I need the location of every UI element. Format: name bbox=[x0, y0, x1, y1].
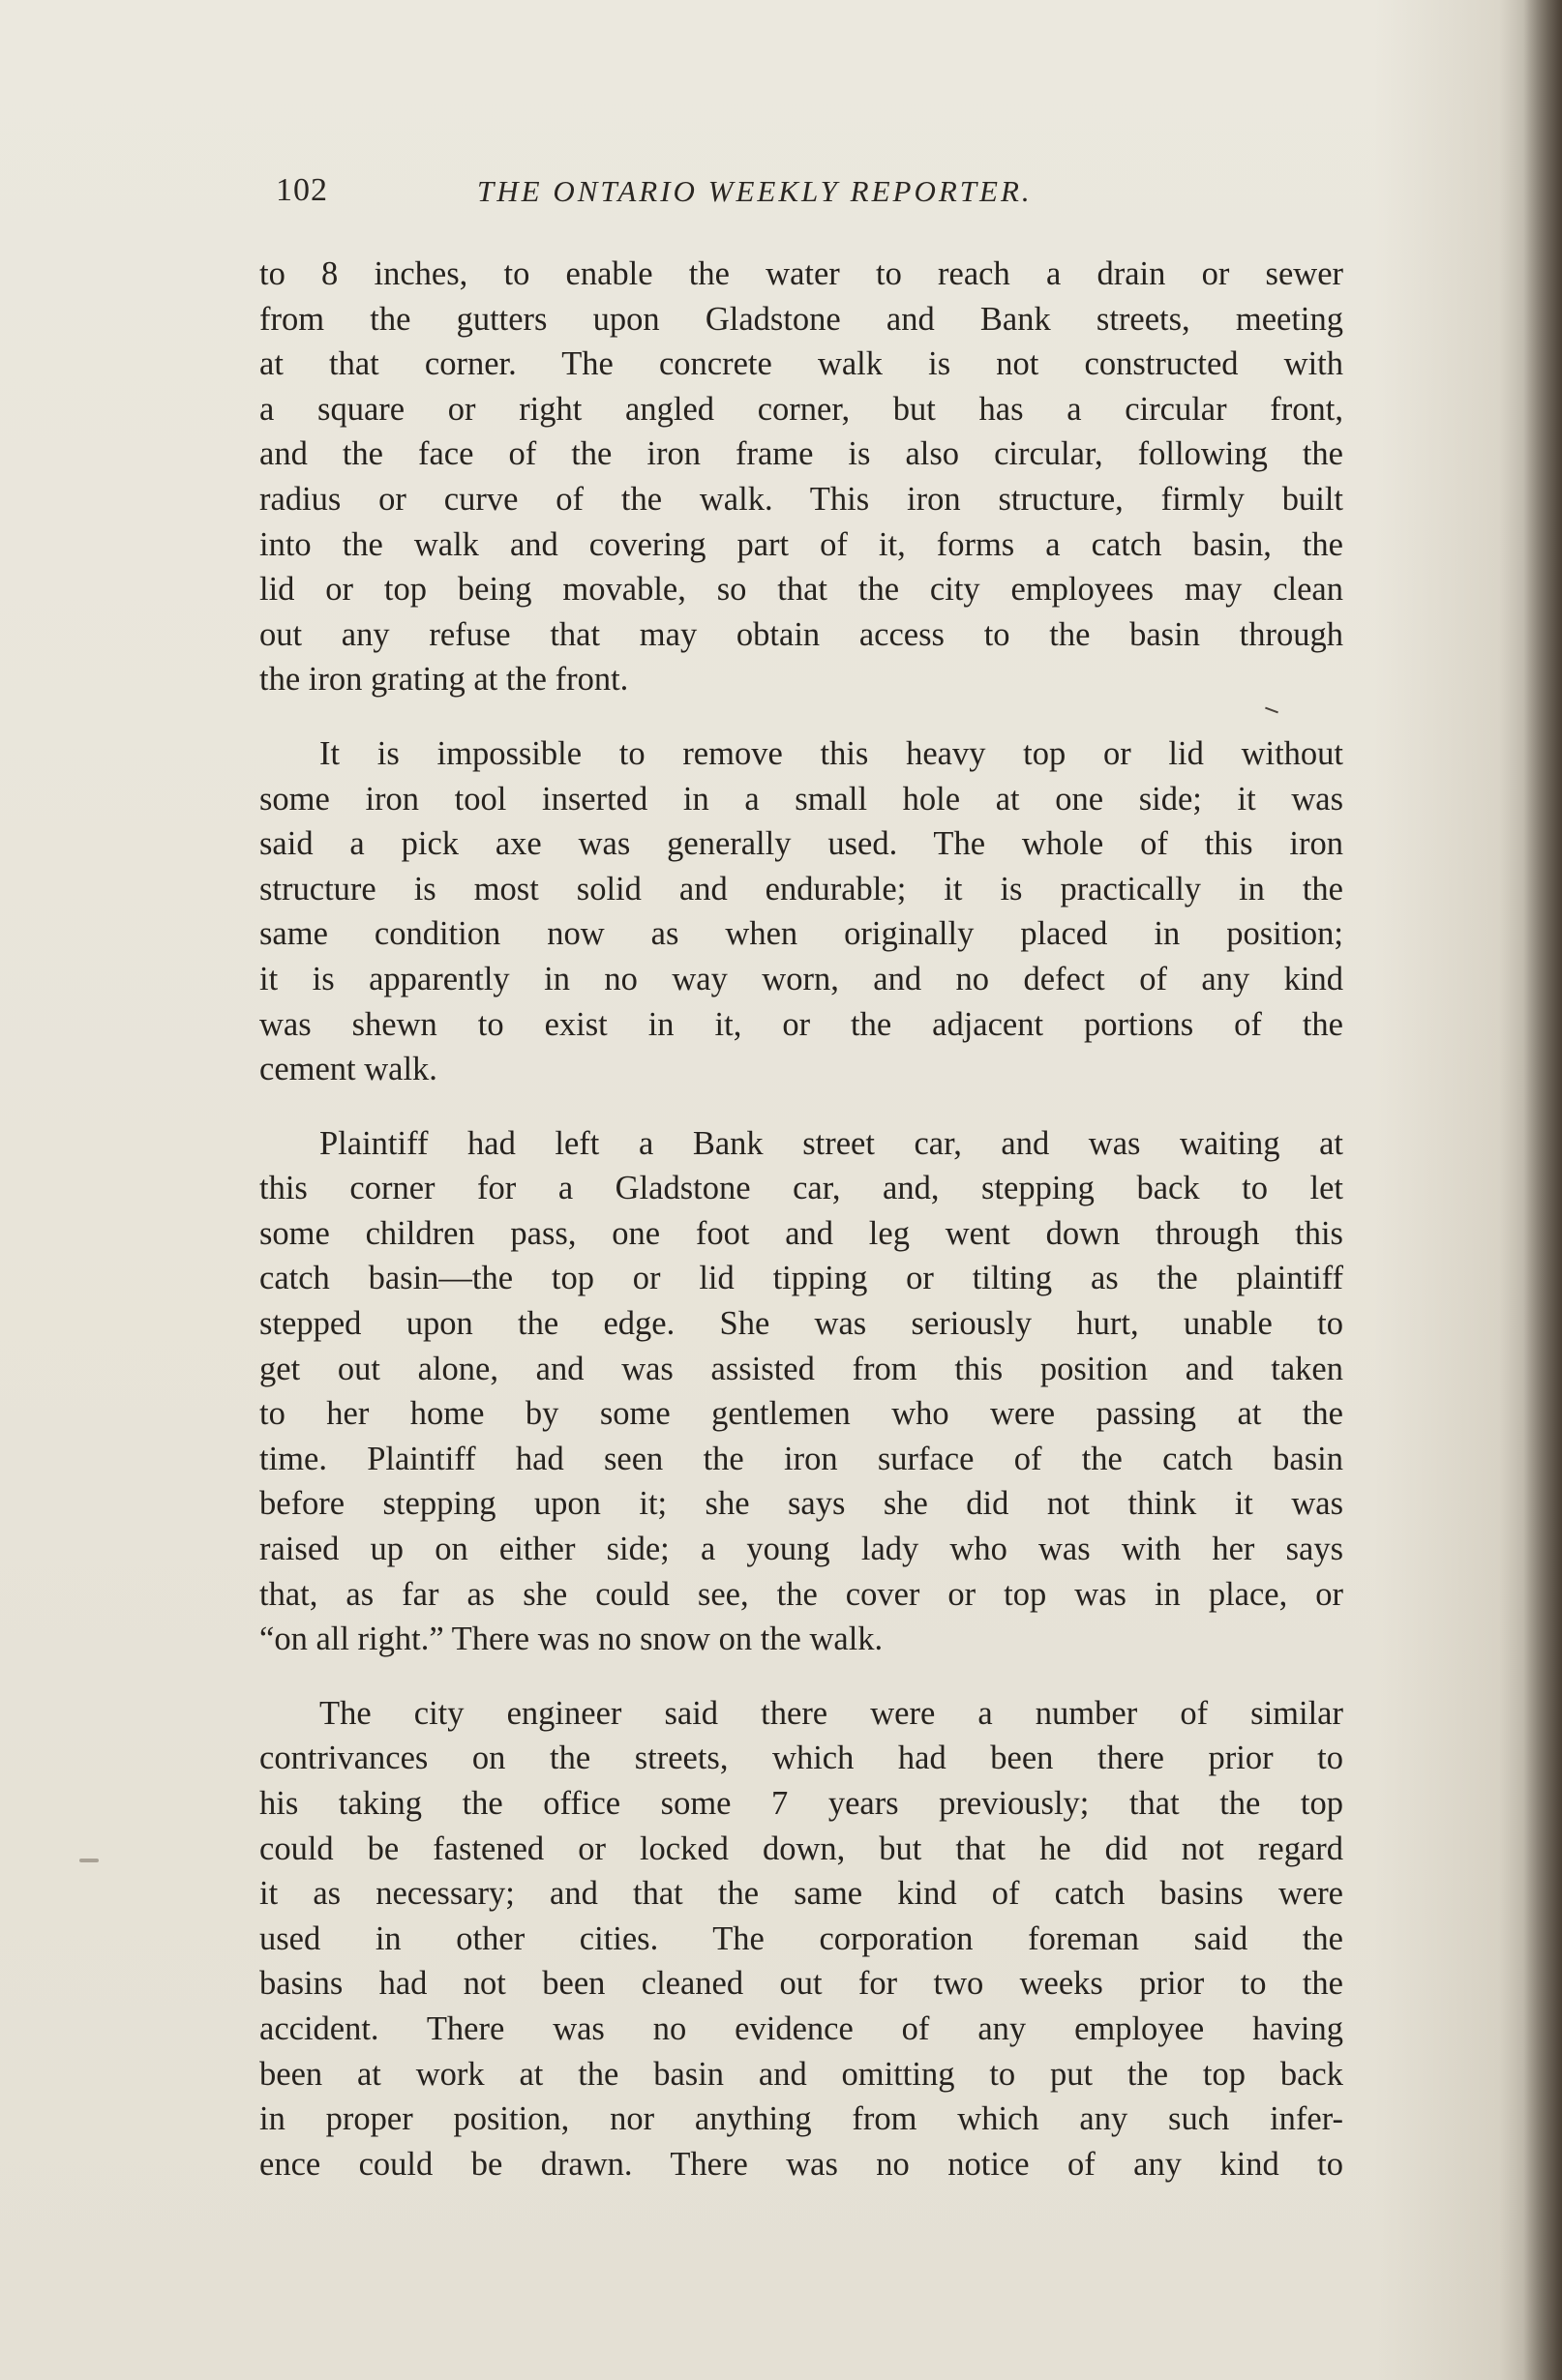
text-line: Plaintiff had left a Bank street car, and was waiting at bbox=[319, 1124, 1343, 1162]
text-line: structure is most solid and endurable; it is practically in the bbox=[259, 870, 1343, 907]
text-line: could be fastened or locked down, but that he did not regard bbox=[259, 1830, 1343, 1867]
text-line: from the gutters upon Gladstone and Bank streets, meeting bbox=[259, 300, 1343, 338]
page-smudge bbox=[79, 1859, 99, 1862]
text-line: basins had not been cleaned out for two weeks prior to the bbox=[259, 1965, 1343, 2003]
text-line: lid or top being movable, so that the city employees may clean bbox=[259, 571, 1343, 609]
paragraph-4 bbox=[259, 1691, 1343, 2187]
text-line: some children pass, one foot and leg went down through this bbox=[259, 1214, 1343, 1252]
paragraph-3 bbox=[259, 1121, 1343, 1662]
text-line: The city engineer said there were a number of similar bbox=[319, 1694, 1343, 1732]
text-line: it is apparently in no way worn, and no defect of any kind bbox=[259, 960, 1343, 997]
text-line: cement walk. bbox=[259, 1051, 437, 1088]
text-line: get out alone, and was assisted from this position and taken bbox=[259, 1350, 1343, 1387]
text-line: time. Plaintiff had seen the iron surface of the catch basin bbox=[259, 1440, 1343, 1477]
text-line: raised up on either side; a young lady who was with her says bbox=[259, 1531, 1343, 1568]
text-line: it as necessary; and that the same kind of catch basins were bbox=[259, 1875, 1343, 1913]
text-line: radius or curve of the walk. This iron structure, firmly built bbox=[259, 480, 1343, 518]
text-line: that, as far as she could see, the cover or top was in place, or bbox=[259, 1575, 1343, 1613]
text-line: said a pick axe was generally used. The whole of this iron bbox=[259, 825, 1343, 863]
text-line: out any refuse that may obtain access to the basin through bbox=[259, 615, 1343, 653]
text-line: been at work at the basin and omitting to put the top back bbox=[259, 2055, 1343, 2093]
text-line: ence could be drawn. There was no notice of any kind to bbox=[259, 2145, 1343, 2183]
text-line: catch basin—the top or lid tipping or tilting as the plaintiff bbox=[259, 1260, 1343, 1297]
text-line: to her home by some gentlemen who were passing at the bbox=[259, 1395, 1343, 1433]
text-line: in proper position, nor anything from which any such infer- bbox=[259, 2100, 1343, 2138]
text-line: before stepping upon it; she says she did not think it was bbox=[259, 1485, 1343, 1523]
text-line: was shewn to exist in it, or the adjacent portions of the bbox=[259, 1005, 1343, 1043]
text-line: used in other cities. The corporation foreman said the bbox=[259, 1919, 1343, 1957]
text-line: “on all right.” There was no snow on the walk. bbox=[259, 1621, 884, 1658]
text-line: into the walk and covering part of it, forms a catch basin, the bbox=[259, 525, 1343, 563]
text-line: at that corner. The concrete walk is not constructed with bbox=[259, 345, 1343, 383]
text-line: contrivances on the streets, which had been there prior to bbox=[259, 1740, 1343, 1777]
text-line: accident. There was no evidence of any employee having bbox=[259, 2009, 1343, 2047]
body-text bbox=[259, 252, 1343, 2187]
text-line: this corner for a Gladstone car, and, stepping back to let bbox=[259, 1170, 1343, 1207]
running-head bbox=[276, 172, 1340, 221]
text-line: the iron grating at the front. bbox=[259, 661, 629, 699]
text-line: to 8 inches, to enable the water to reach a drain or sewer bbox=[259, 255, 1343, 292]
text-line: and the face of the iron frame is also circular, following the bbox=[259, 435, 1343, 473]
text-line: some iron tool inserted in a small hole at one side; it was bbox=[259, 780, 1343, 818]
paragraph-2 bbox=[259, 731, 1343, 1092]
text-line: It is impossible to remove this heavy top or lid without bbox=[319, 734, 1343, 772]
text-line: stepped upon the edge. She was seriously hurt, unable to bbox=[259, 1305, 1343, 1343]
page-number: 102 bbox=[276, 172, 328, 208]
page-gutter-shadow bbox=[1523, 0, 1562, 2380]
text-line: his taking the office some 7 years previously; that the top bbox=[259, 1785, 1343, 1822]
text-line: a square or right angled corner, but has a circular front, bbox=[259, 390, 1343, 428]
text-line: same condition now as when originally placed in position; bbox=[259, 915, 1343, 953]
paragraph-1 bbox=[259, 252, 1343, 702]
journal-title: THE ONTARIO WEEKLY REPORTER. bbox=[477, 174, 1033, 208]
